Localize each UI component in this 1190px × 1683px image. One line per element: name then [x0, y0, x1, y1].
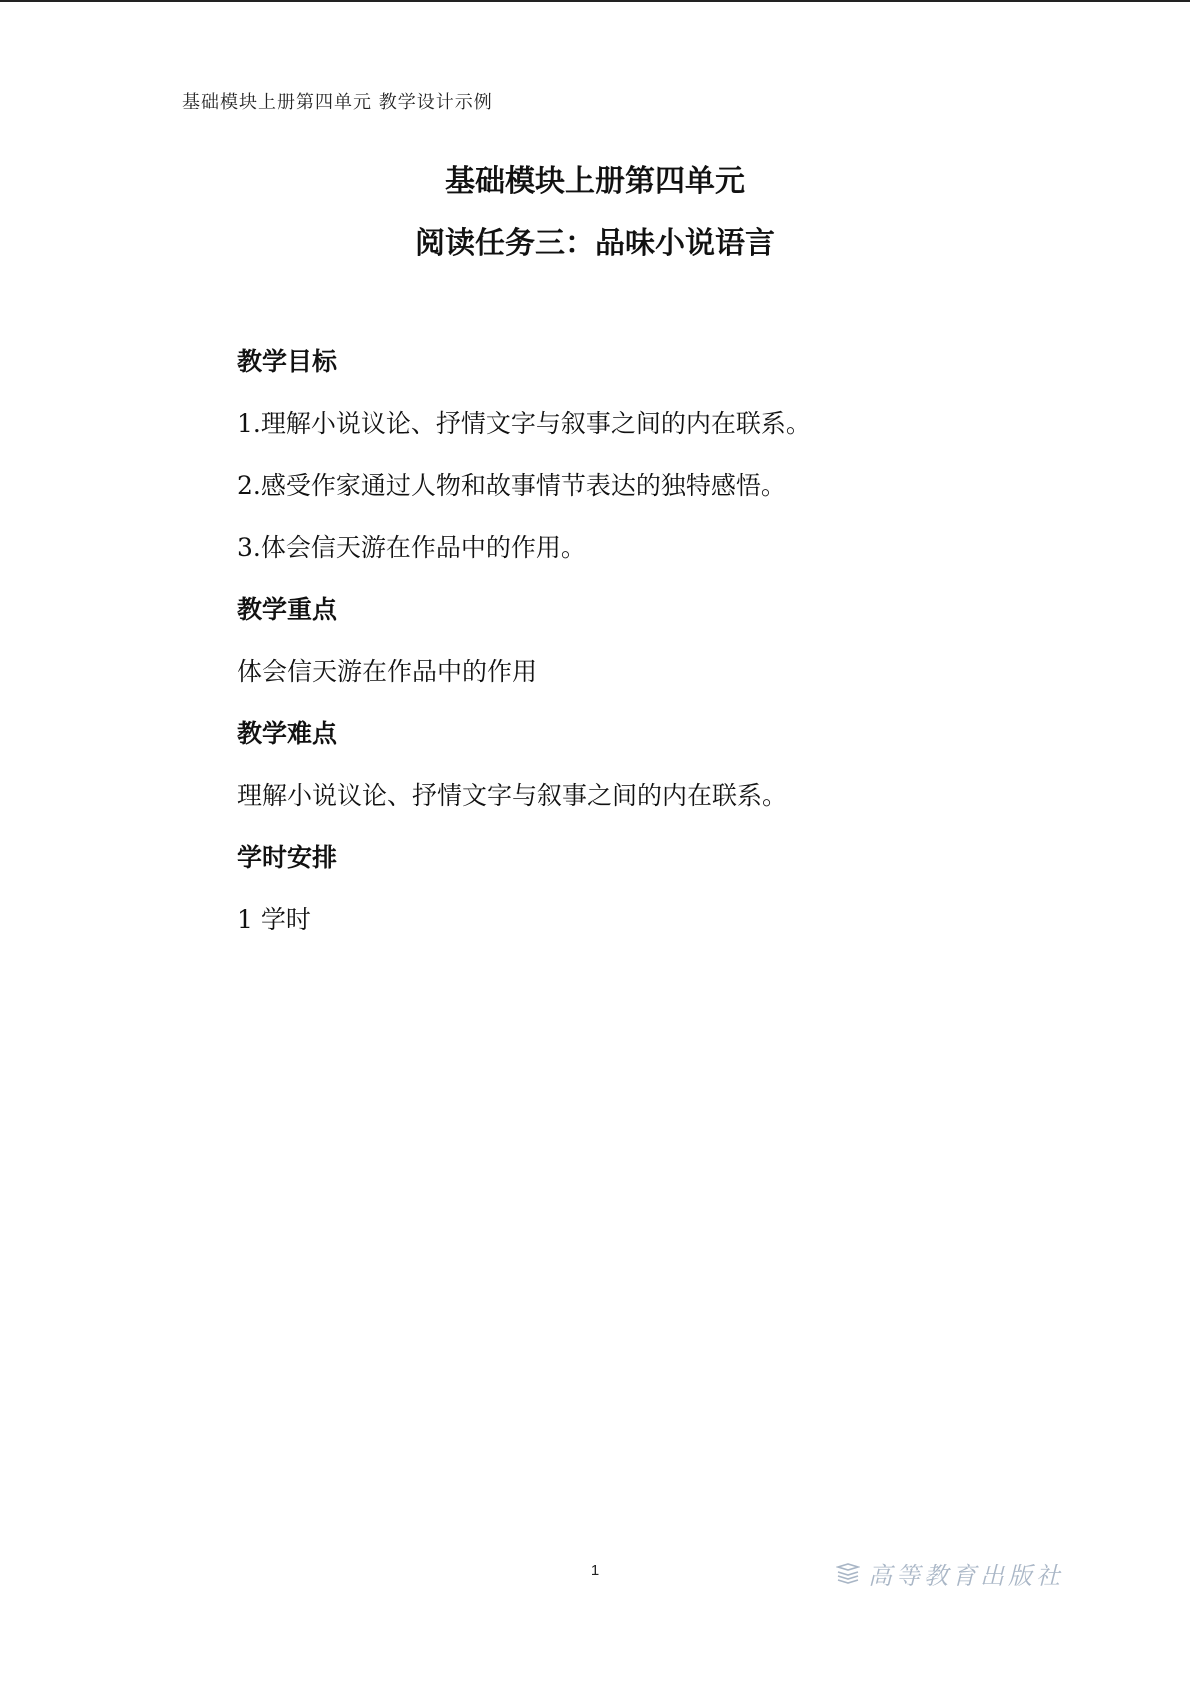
objective-item: 2.感受作家通过人物和故事情节表达的独特感悟。 [237, 471, 786, 500]
schedule-text: 1 学时 [237, 905, 311, 934]
key-points-text: 体会信天游在作品中的作用 [237, 657, 538, 686]
document-title: 基础模块上册第四单元 [445, 164, 745, 199]
schedule-heading: 学时安排 [237, 843, 338, 872]
document-body [237, 344, 997, 964]
publisher-name: 高等教育出版社 [868, 1562, 1064, 1590]
difficulties-heading: 教学难点 [237, 719, 338, 748]
difficulties-text: 理解小说议论、抒情文字与叙事之间的内在联系。 [237, 781, 788, 810]
book-stack-icon [836, 1563, 860, 1585]
objective-item: 1.理解小说议论、抒情文字与叙事之间的内在联系。 [237, 409, 811, 438]
document-subtitle: 阅读任务三：品味小说语言 [415, 226, 775, 261]
key-points-heading: 教学重点 [237, 595, 338, 624]
publisher-logo [836, 1556, 1064, 1591]
running-header: 基础模块上册第四单元 教学设计示例 [182, 92, 493, 113]
objectives-heading: 教学目标 [237, 347, 338, 376]
top-border-line [0, 0, 1190, 2]
objective-item: 3.体会信天游在作品中的作用。 [237, 533, 586, 562]
page-number: 1 [590, 1562, 600, 1579]
